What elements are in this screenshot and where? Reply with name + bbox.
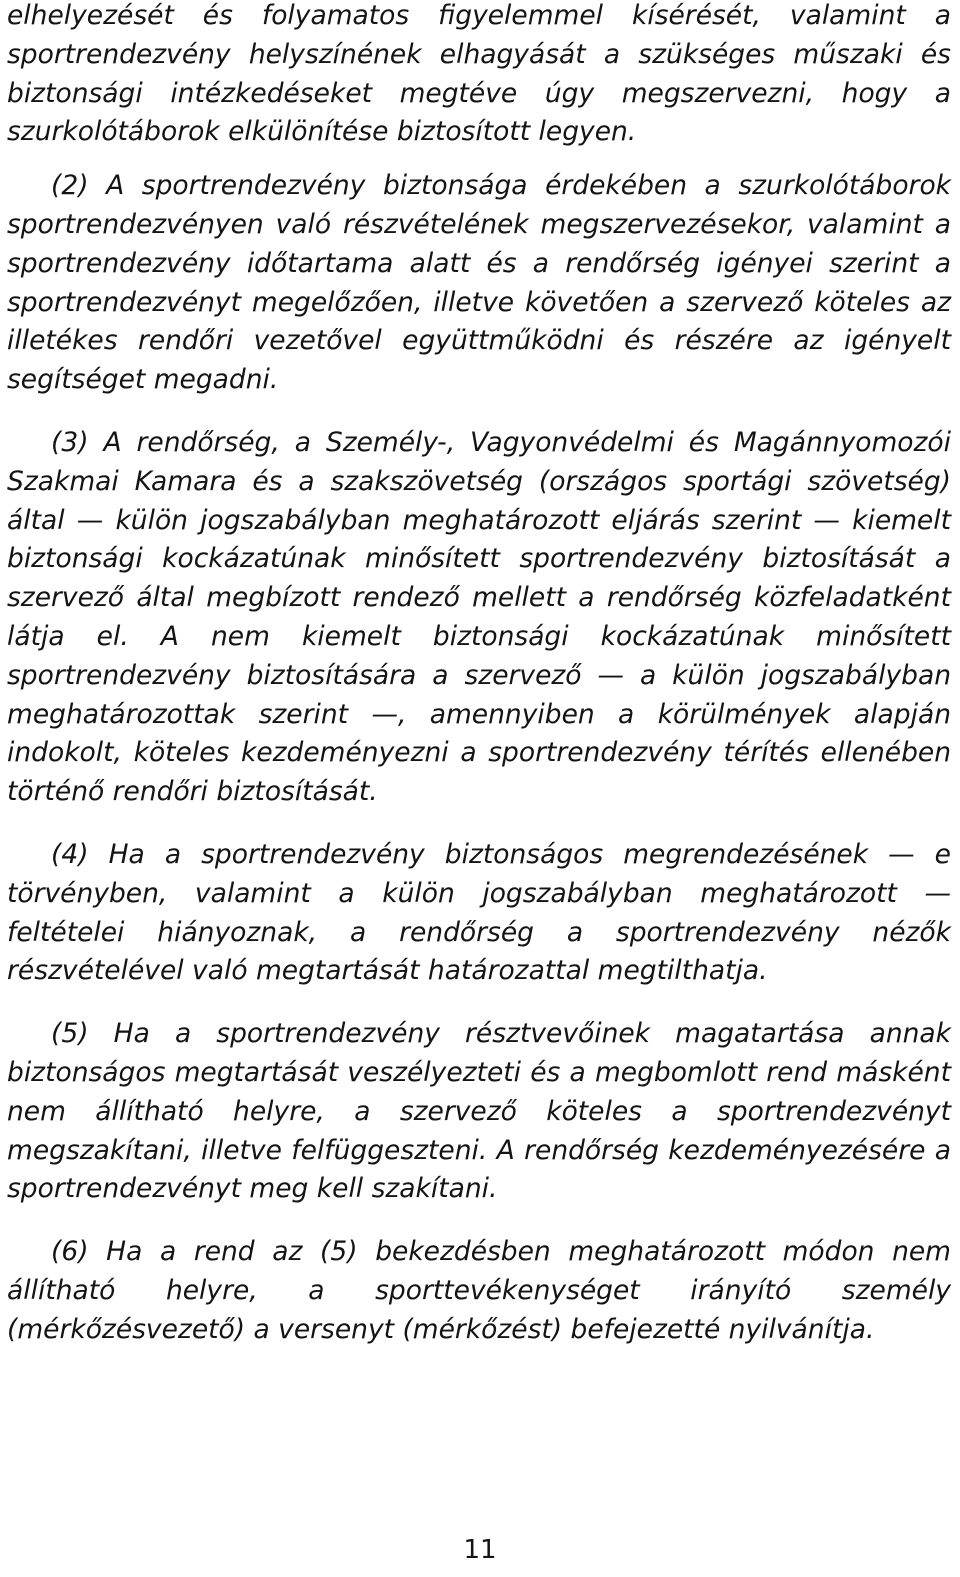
paragraph-5: (5) Ha a sportrendezvény résztvevőinek magatartása annak biztonságos megtartását veszélyezteti és a megbomlott rend másként nem állítható helyre, a szervező köteles a sportrendezvényt megszakítani, illetve felfüggeszteni. A rendőrség kezdeményezésére a sportrendezvényt meg kell szakítani. bbox=[7, 1018, 951, 1205]
paragraph-6: (6) Ha a rend az (5) bekezdésben meghatározott módon nem állítható helyre, a sporttevékenységet irányító személy (mérkőzésvezető) a versenyt (mérkőzést) befejezetté nyilvánítja. bbox=[7, 1236, 951, 1345]
paragraph-4: (4) Ha a sportrendezvény biztonságos megrendezésének — e törvényben, valamint a külön jogszabályban meghatározott — feltételei hiányoznak, a rendőrség a sportrendezvény nézők részvételével való megtartását határozattal megtilthatja. bbox=[7, 838, 951, 987]
page-number: 11 bbox=[463, 1535, 497, 1565]
document-page bbox=[7, 0, 951, 1350]
paragraph-3: (3) A rendőrség, a Személy-, Vagyonvédelmi és Magánnyomozói Szakmai Kamara és a szakszövetség (országos sportági szövetség) által — külön jogszabályban meghatározott eljárás szerint — kiemelt biztonsági kockázatúnak minősített sportrendezvény biztosítását a szervező által megbízott rendező mellett a rendőrség közfeladatként látja el. A nem kiemelt biztonsági kockázatúnak minősített sportrendezvény biztosítására a szervező — a külön jogszabályban meghatározottak szerint —, amennyiben a körülmények alapján indokolt, köteles kezdeményezni a sportrendezvény térítés ellenében történő rendőri biztosítását. bbox=[7, 426, 951, 808]
paragraph-continuation: elhelyezését és folyamatos figyelemmel kísérését, valamint a sportrendezvény helyszínének elhagyását a szükséges műszaki és biztonsági intézkedéseket megtéve úgy megszervezni, hogy a szurkolótáborok elkülönítése biztosított legyen. bbox=[7, 0, 951, 148]
paragraph-2: (2) A sportrendezvény biztonsága érdekében a szurkolótáborok sportrendezvényen való részvételének megszervezésekor, valamint a sportrendezvény időtartama alatt és a rendőrség igényei szerint a sportrendezvényt megelőzően, illetve követően a szervező köteles az illetékes rendőri vezetővel együttműködni és részére az igényelt segítséget megadni. bbox=[7, 170, 951, 396]
